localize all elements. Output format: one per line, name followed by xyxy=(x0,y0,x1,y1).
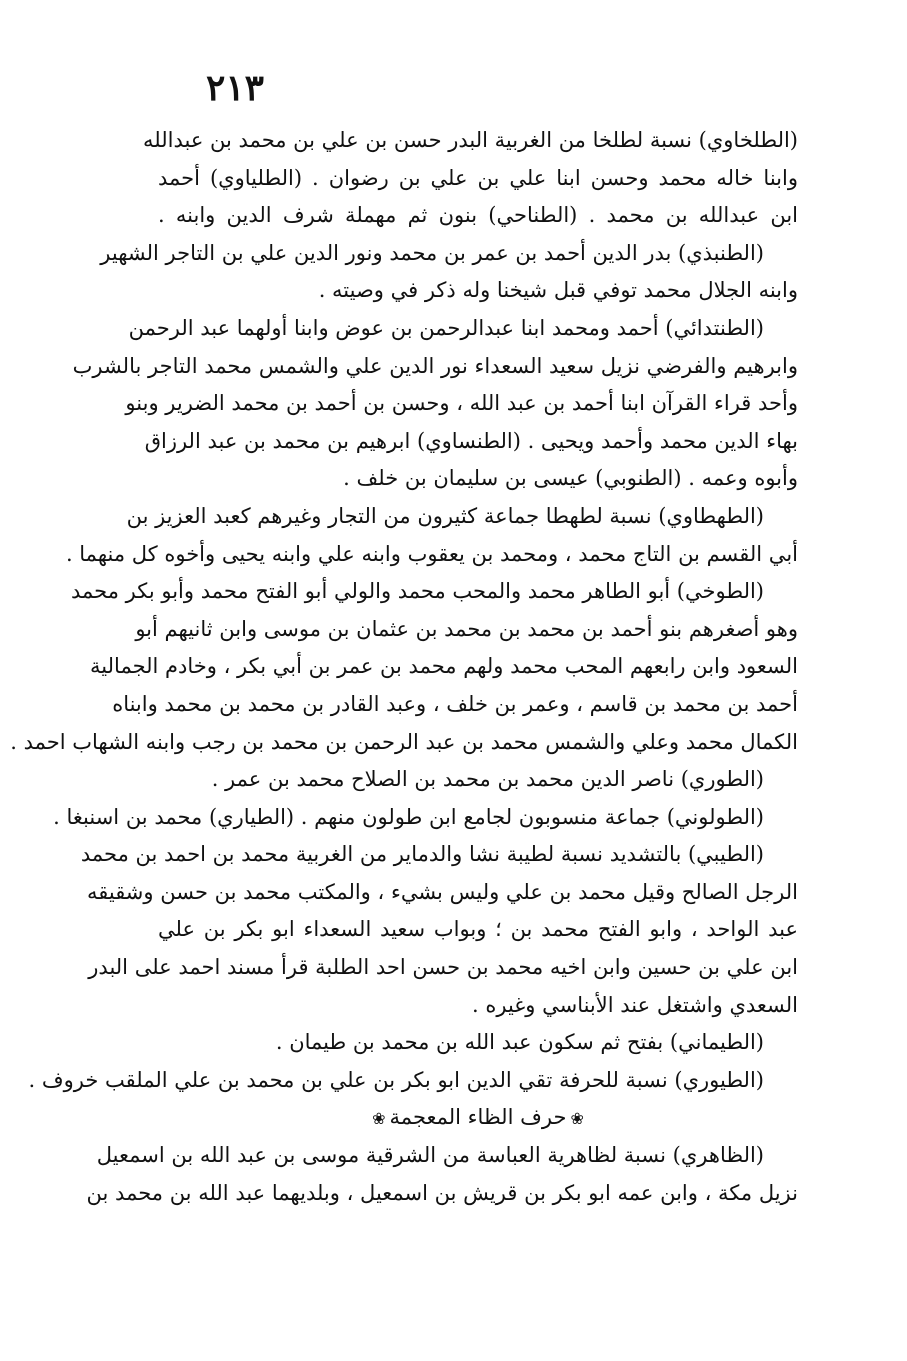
text-line: الكمال محمد وعلي والشمس محمد بن عبد الرحمن بن محمد بن رجب وابنه الشهاب احمد . xyxy=(10,729,798,754)
text-line: الرجل الصالح وقيل محمد بن علي وليس بشيء ، والمكتب محمد بن حسن وشقيقه xyxy=(86,879,798,904)
page-body xyxy=(10,122,798,1212)
text-line: وأحد قراء القرآن ابنا أحمد بن عبد الله ، وحسن بن أحمد بن محمد الضرير وبنو xyxy=(125,391,798,416)
page-number: ٢١٣ xyxy=(205,67,264,109)
text-line: (الطهطاوي) نسبة لطهطا جماعة كثيرون من التجار وغيرهم كعبد العزيز بن xyxy=(126,503,764,528)
text-line: وابرهيم والفرضي نزيل سعيد السعداء نور الدين علي والشمس محمد التاجر بالشرب xyxy=(72,353,798,378)
text-line: (الطولوني) جماعة منسوبون لجامع ابن طولون منهم . (الطياري) محمد بن اسنبغا . xyxy=(53,804,764,829)
text-line: السعود وابن رابعهم المحب محمد ولهم محمد بن عمر بن أبي بكر ، وخادم الجمالية xyxy=(90,654,798,679)
ornament-icon: ❀ xyxy=(570,1109,584,1129)
text-line: أحمد بن محمد بن قاسم ، وعمر بن خلف ، وعبد القادر بن محمد بن محمد وابناه xyxy=(112,691,798,716)
text-line: (الطنتدائي) أحمد ومحمد ابنا عبدالرحمن بن عوض وابنا أولهما عبد الرحمن xyxy=(128,315,764,340)
text-line: (الطوخي) أبو الطاهر محمد والمحب محمد والولي أبو الفتح محمد وأبو بكر محمد xyxy=(71,579,764,604)
text-line: وأبوه وعمه . (الطنوبي) عيسى بن سليمان بن خلف . xyxy=(343,466,798,491)
text-line: السعدي واشتغل عند الأبناسي وغيره . xyxy=(472,992,798,1017)
text-line: ابن عبدالله بن محمد . (الطناحي) بنون ثم مهملة شرف الدين وابنه . xyxy=(158,203,798,228)
text-line: نزيل مكة ، وابن عمه ابو بكر بن قريش بن اسمعيل ، وبلديهما عبد الله بن محمد بن xyxy=(86,1180,798,1205)
text-line: وابنا خاله محمد وحسن ابنا علي بن علي بن رضوان . (الطلياوي) أحمد xyxy=(158,165,798,190)
section-heading-text: حرف الظاء المعجمة xyxy=(389,1105,567,1130)
ornament-icon: ❀ xyxy=(372,1109,386,1129)
text-line: ابن علي بن حسين وابن اخيه محمد بن حسن احد الطلبة قرأ مسند احمد على البدر xyxy=(88,955,798,980)
text-line: (الطيماني) بفتح ثم سكون عبد الله بن محمد بن طيمان . xyxy=(275,1030,764,1055)
text-line: (الطوري) ناصر الدين محمد بن محمد بن الصلاح محمد بن عمر . xyxy=(211,767,764,792)
text-line: أبي القسم بن التاج محمد ، ومحمد بن يعقوب وابنه علي وابنه يحيى وأخوه كل منهما . xyxy=(65,541,798,566)
text-line: (الظاهري) نسبة لظاهرية العباسة من الشرقية موسى بن عبد الله بن اسمعيل xyxy=(96,1143,764,1168)
text-line: عبد الواحد ، وابو الفتح محمد بن ؛ وبواب سعيد السعداء ابو بكر بن علي xyxy=(158,917,798,942)
text-line: وهو أصغرهم بنو أحمد بن محمد بن محمد بن عثمان بن موسى وابن ثانيهم أبو xyxy=(135,616,798,641)
text-line: بهاء الدين محمد وأحمد ويحيى . (الطنساوي) ابرهيم بن محمد بن عبد الرزاق xyxy=(144,428,798,453)
text-line: (الطلخاوي) نسبة لطلخا من الغربية البدر حسن بن علي بن محمد بن عبدالله xyxy=(143,128,798,152)
text-line: (الطيوري) نسبة للحرفة تقي الدين ابو بكر بن علي بن محمد بن علي الملقب خروف . xyxy=(28,1067,764,1092)
text-line: وابنه الجلال محمد توفي قبل شيخنا وله ذكر في وصيته . xyxy=(318,278,798,303)
text-line: (الطنبذي) بدر الدين أحمد بن عمر بن محمد ونور الدين علي بن التاجر الشهير xyxy=(100,240,764,265)
text-line: (الطيبي) بالتشديد نسبة لطيبة نشا والدماير من الغربية محمد بن احمد بن محمد xyxy=(80,842,764,867)
section-heading xyxy=(158,1099,798,1137)
